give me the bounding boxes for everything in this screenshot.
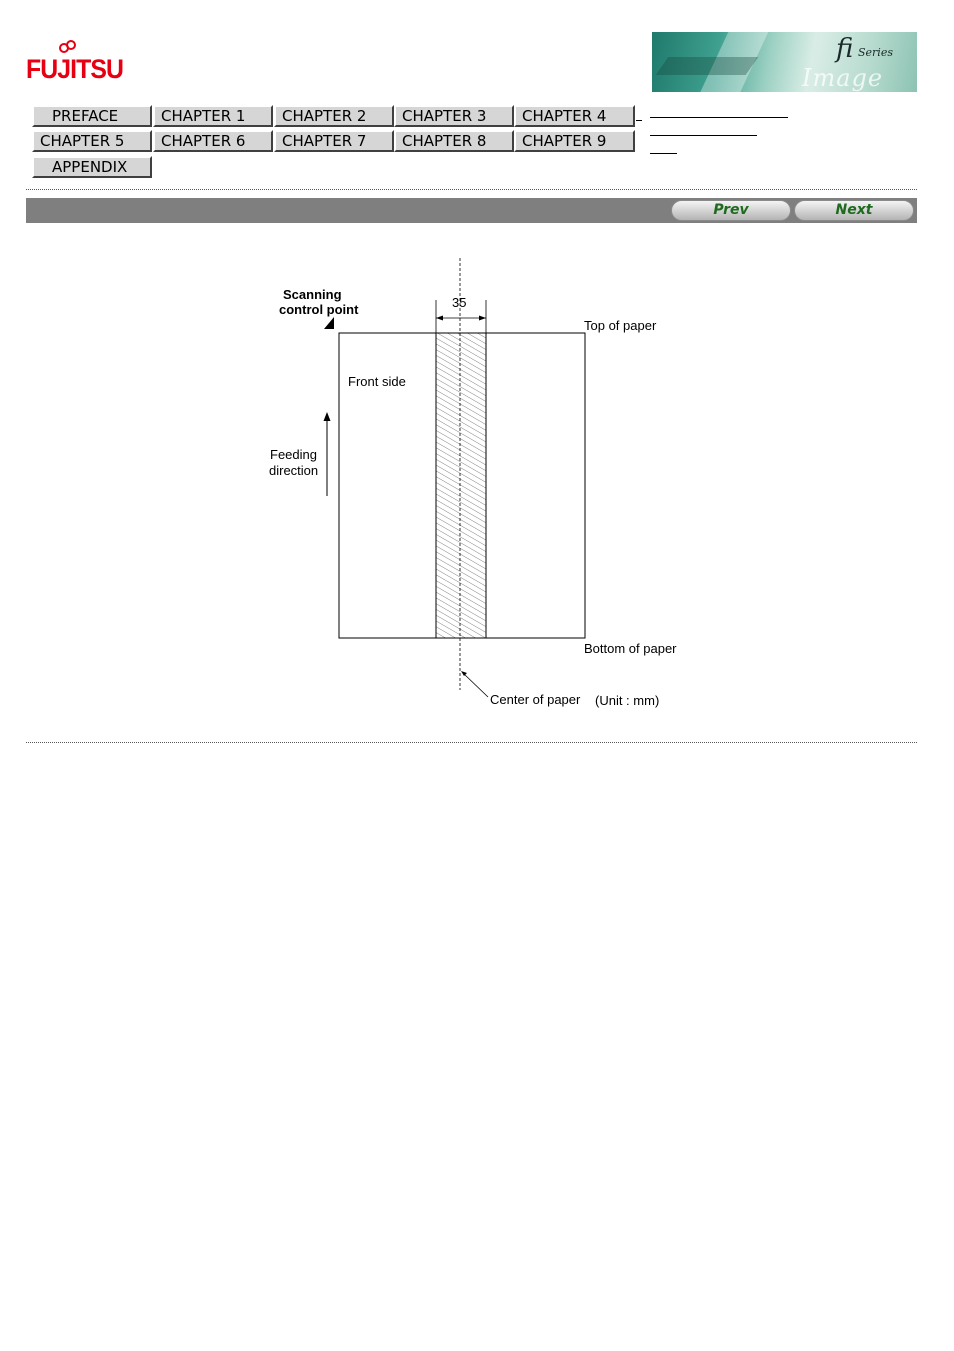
dimension-label: 35 [452, 295, 467, 310]
logo-text: FUJITSU [26, 54, 124, 84]
banner-scanner: Image Scanner [802, 64, 910, 120]
hatched-band [436, 333, 486, 638]
feeding-label-1: Feeding [270, 447, 317, 462]
dimension-arrow-right-icon [479, 316, 486, 321]
nav-chapter-7-button[interactable]: CHAPTER 7 [274, 130, 394, 152]
dimension-arrow-left-icon [436, 316, 443, 321]
nav-chapter-8-button[interactable]: CHAPTER 8 [394, 130, 514, 152]
nav-chapter-1-button[interactable]: CHAPTER 1 [153, 105, 273, 127]
top-of-paper-label: Top of paper [584, 318, 657, 333]
bottom-of-paper-label: Bottom of paper [584, 641, 677, 656]
front-side-label: Front side [348, 374, 406, 389]
next-button[interactable]: Next [794, 200, 914, 221]
center-leader-line [463, 673, 488, 697]
nav-chapter-3-button[interactable]: CHAPTER 3 [394, 105, 514, 127]
nav-chapter-9-button[interactable]: CHAPTER 9 [514, 130, 635, 152]
unit-label: (Unit : mm) [595, 693, 660, 708]
scanning-label-1: Scanning [283, 287, 342, 302]
banner-fi: fi [836, 34, 854, 64]
nav-chapter-2-button[interactable]: CHAPTER 2 [274, 105, 394, 127]
nav-chapter-6-button[interactable]: CHAPTER 6 [153, 130, 273, 152]
nav-chapter-5-button[interactable]: CHAPTER 5 [32, 130, 152, 152]
center-of-paper-label: Center of paper [490, 692, 581, 707]
scanning-label-2: control point [279, 302, 359, 317]
nav-chapter-4-button[interactable]: CHAPTER 4 [514, 105, 635, 127]
nav-preface-button[interactable]: PREFACE [32, 105, 152, 127]
nav-appendix-button[interactable]: APPENDIX [32, 156, 152, 178]
feeding-arrow-head-icon [324, 412, 331, 421]
banner-series: Series [858, 46, 893, 59]
scanning-point-triangle-icon [324, 317, 334, 329]
prev-button[interactable]: Prev [671, 200, 791, 221]
center-leader-arrow-icon [461, 671, 467, 676]
feeding-label-2: direction [269, 463, 319, 478]
